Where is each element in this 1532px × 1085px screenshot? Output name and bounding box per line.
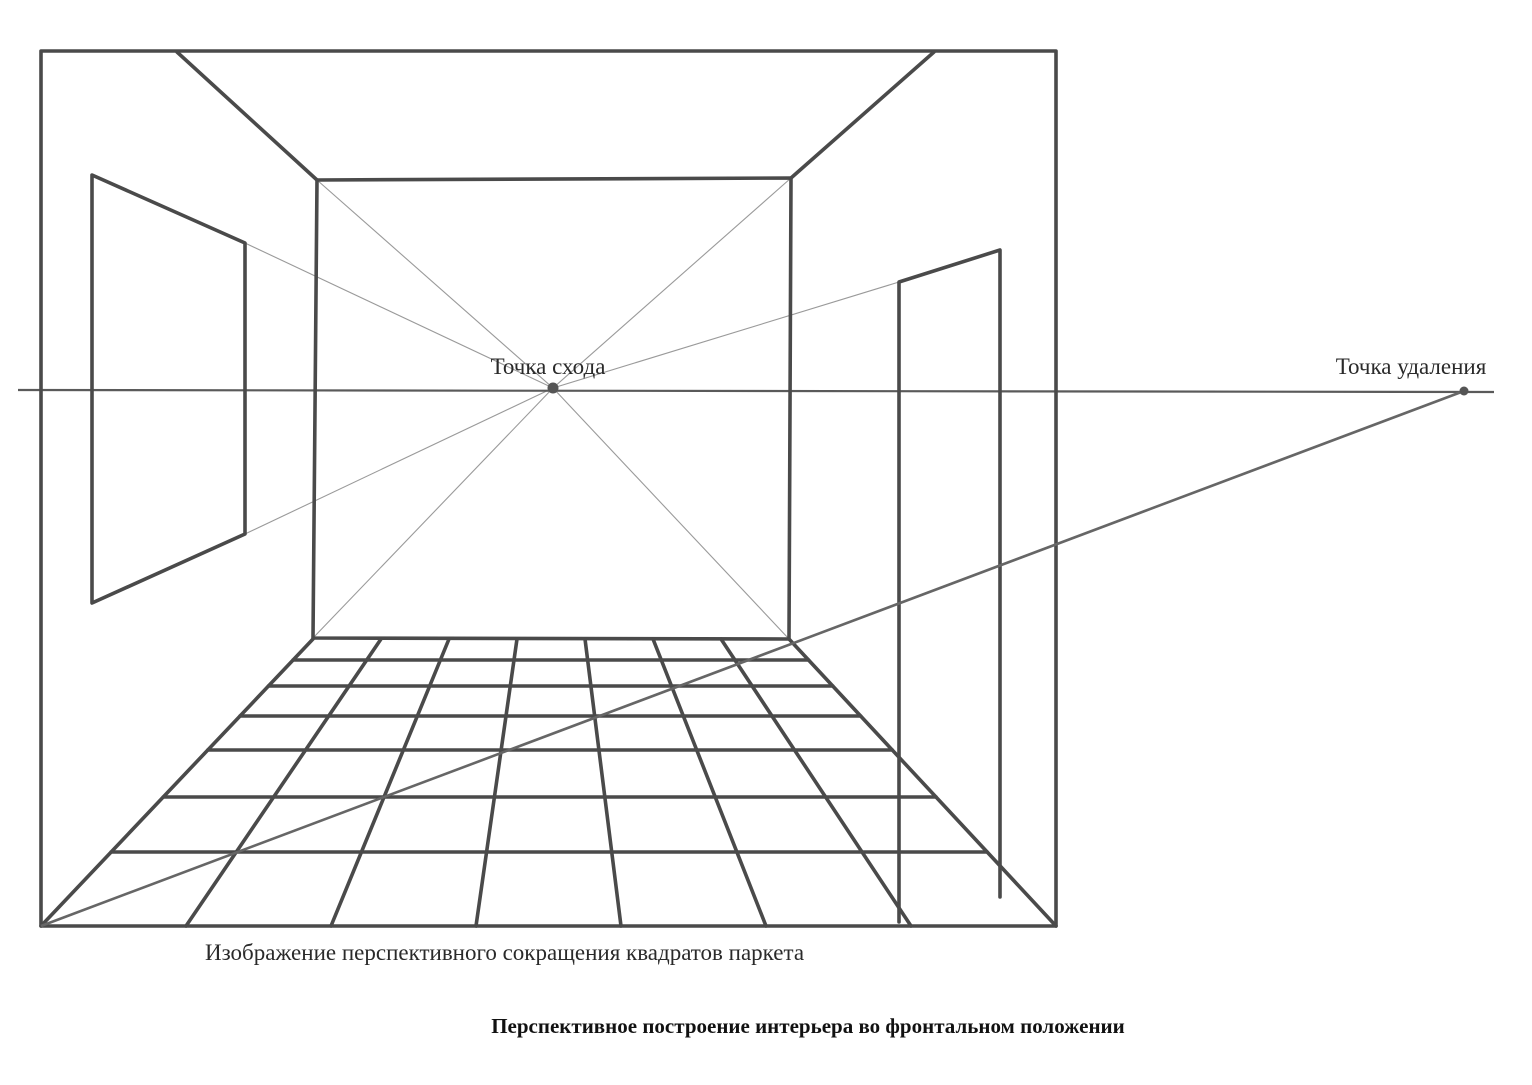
picture-frame xyxy=(41,51,1056,926)
floor-joint-line xyxy=(585,639,621,926)
ray-window-bottom xyxy=(245,388,553,534)
floor-joint-line xyxy=(331,639,449,926)
floor-edge-right xyxy=(789,639,1056,926)
floor-joint-line xyxy=(476,639,517,926)
distance-point-marker xyxy=(1460,387,1469,396)
floor-joint-line xyxy=(186,639,381,926)
room-edges xyxy=(177,52,934,639)
window-left-wall xyxy=(92,175,245,603)
distance-point-label: Точка удаления xyxy=(1335,354,1487,379)
ceiling-edge-left xyxy=(177,52,317,180)
drawing-title: Перспективное построение интерьера во фронтальном положении xyxy=(491,1014,1125,1038)
distance-diagonal xyxy=(41,391,1464,926)
ray-back-bottom-left xyxy=(313,388,553,638)
ray-back-bottom-right xyxy=(553,388,789,639)
door-right-wall xyxy=(899,250,1000,922)
ceiling-edge-right xyxy=(791,52,934,178)
horizon-line xyxy=(18,390,1494,392)
back-wall xyxy=(313,178,791,639)
parquet-floor xyxy=(41,639,1056,926)
floor-caption: Изображение перспективного сокращения квадратов паркета xyxy=(205,940,805,965)
construction-lines xyxy=(245,178,899,639)
floor-edge-left xyxy=(41,639,313,926)
vanishing-point-marker xyxy=(548,383,559,394)
vanishing-point-label: Точка схода xyxy=(490,354,606,379)
